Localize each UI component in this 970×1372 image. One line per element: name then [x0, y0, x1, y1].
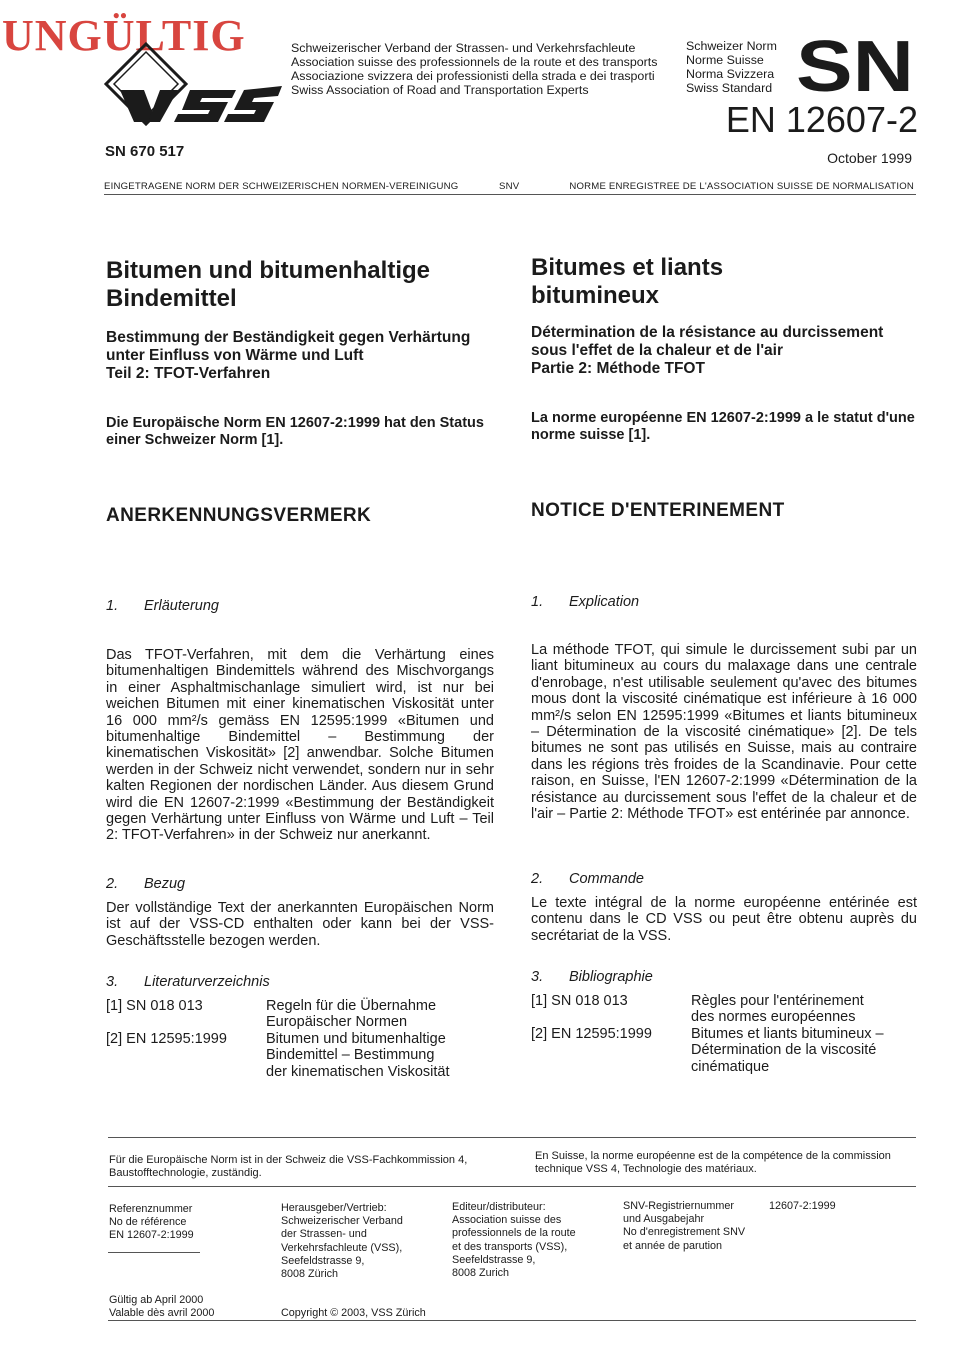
section-title: Erläuterung: [144, 598, 219, 614]
publisher-fr: [452, 1201, 576, 1280]
registration-left: EINGETRAGENE NORM DER SCHWEIZERISCHEN NORMEN-VEREINIGUNG: [104, 181, 459, 192]
notice-heading-fr: NOTICE D'ENTERINEMENT: [531, 500, 785, 521]
snv-line: et année de parution: [623, 1239, 723, 1252]
bib-desc-line: der kinematischen Viskosität: [266, 1063, 450, 1080]
subtitle-line: Détermination de la résistance au durcissement: [531, 324, 884, 341]
publisher-line: Editeur/distributeur:: [452, 1201, 546, 1213]
publisher-line: Seefeldstrasse 9,: [281, 1254, 365, 1267]
snv-registration-value: 12607-2:1999: [769, 1200, 836, 1212]
validity-line: Valable dès avril 2000: [109, 1307, 215, 1320]
bib-ref: [1] SN 018 013: [106, 998, 203, 1014]
footer-mid-rule: [108, 1186, 916, 1187]
publisher-line: et des transports (VSS),: [452, 1240, 568, 1253]
section-number: 3.: [531, 969, 544, 985]
bib-desc-line: Bindemittel – Bestimmung: [266, 1047, 435, 1064]
bib-desc-line: des normes européennes: [691, 1009, 856, 1026]
subtitle-line: sous l'effet de la chaleur et de l'air: [531, 342, 784, 359]
commission-line: technique VSS 4, Technologie des matériaux.: [535, 1163, 757, 1175]
publisher-line: professionnels de la route: [452, 1227, 576, 1240]
section-title: Bibliographie: [569, 969, 653, 985]
sn-logo: [796, 38, 916, 94]
section-number: 1.: [106, 598, 119, 614]
publisher-line: Seefeldstrasse 9,: [452, 1253, 536, 1266]
standard-name: Norme Suisse: [686, 53, 764, 67]
publisher-line: 8008 Zurich: [452, 1267, 510, 1280]
section-number: 3.: [106, 974, 119, 990]
subtitle-line: unter Einfluss von Wärme und Luft: [106, 347, 364, 364]
commission-fr: [535, 1150, 915, 1176]
subtitle-line: Teil 2: TFOT-Verfahren: [106, 365, 271, 382]
status-de: [106, 415, 494, 449]
snv-registration: [623, 1200, 745, 1253]
bib-ref: [2] EN 12595:1999: [531, 1026, 652, 1042]
section-2-text-de: Der vollständige Text der anerkannten Europäischen Norm ist auf der VSS-CD enthalten oder kann bei der VSS-Geschäftsstelle bezogen werden.: [106, 900, 494, 949]
bib-desc: [691, 993, 864, 1026]
section-number: 2.: [531, 871, 544, 887]
association-line: Swiss Association of Road and Transportation Experts: [291, 83, 589, 97]
bib-desc-line: Bitumen und bitumenhaltige: [266, 1031, 446, 1047]
standard-number: EN 12607-2: [725, 99, 918, 140]
standard-name: Norma Svizzera: [686, 67, 775, 81]
association-line: Associazione svizzera dei professionisti della strada e dei trasporti: [291, 69, 655, 83]
bib-desc: [691, 1026, 884, 1075]
sn-logo-text: SN: [796, 38, 914, 94]
section-2-heading-de: [106, 876, 494, 892]
reference-number: [109, 1203, 194, 1243]
publisher-line: Herausgeber/Vertrieb:: [281, 1202, 387, 1214]
commission-line: Für die Europäische Norm ist in der Schweiz die VSS-Fachkommission 4,: [109, 1154, 468, 1166]
title-line: bitumineux: [531, 282, 660, 309]
title-de: [106, 257, 494, 313]
bibliography-fr: [531, 993, 917, 1083]
registration-right: NORME ENREGISTREE DE L'ASSOCIATION SUISSE DE NORMALISATION: [569, 181, 914, 192]
vss-logo: [104, 40, 284, 126]
section-3-heading-de: [106, 974, 494, 990]
association-line: Association suisse des professionnels de la route et des transports: [291, 55, 658, 69]
publisher-line: 8008 Zürich: [281, 1268, 339, 1281]
section-1-heading-fr: [531, 594, 917, 610]
footer-top-rule: [108, 1137, 916, 1138]
reference-line: No de référence: [109, 1216, 187, 1229]
bib-ref: [2] EN 12595:1999: [106, 1031, 227, 1047]
publisher-line: Association suisse des: [452, 1214, 562, 1227]
section-number: 2.: [106, 876, 119, 892]
standard-type-names: [686, 39, 777, 95]
bib-ref: [1] SN 018 013: [531, 993, 628, 1009]
section-1-text-fr: La méthode TFOT, qui simule le durcissement subi par un liant bitumineux au cours du malaxage dans une centrale d'enrobage, n'est utilisable seulement qu'avec des bitumes mous dont la viscosité cinématique est inférieure à 16 000 mm²/s selon EN 12595:1999 «Bitumes et liants bitumineux – Détermination de la viscosité cinématique» [2]. De tels bitumes ne sont pas utilisés en Suisse, mais au contraire dans les régions très froides de la Scandinavie. Pour cette raison, en Suisse, l'EN 12607-2:1999 «Détermination de la résistance au durcissement sous l'effet de la chaleur et de l'air – Partie 2: Méthode TFOT» est entérinée par annonce.: [531, 642, 917, 823]
association-line: Schweizerischer Verband der Strassen- und Verkehrsfachleute: [291, 41, 636, 55]
section-title: Commande: [569, 871, 644, 887]
subtitle-line: Bestimmung der Beständigkeit gegen Verhärtung: [106, 329, 471, 346]
subtitle-fr: [531, 324, 917, 378]
section-2-heading-fr: [531, 871, 917, 887]
status-line: Die Europäische Norm EN 12607-2:1999 hat den Status: [106, 415, 484, 431]
bib-desc-line: Europäischer Normen: [266, 1014, 408, 1031]
section-3-heading-fr: [531, 969, 917, 985]
reference-line: Referenznummer: [109, 1203, 193, 1215]
publisher-de: [281, 1202, 403, 1281]
section-title: Bezug: [144, 876, 186, 892]
validity-line: Gültig ab April 2000: [109, 1294, 204, 1306]
status-fr: [531, 410, 917, 444]
validity: [109, 1294, 214, 1320]
copyright: Copyright © 2003, VSS Zürich: [281, 1307, 426, 1319]
reference-rule: [108, 1252, 200, 1253]
bib-desc-line: Regeln für die Übernahme: [266, 998, 437, 1014]
title-fr: [531, 254, 917, 310]
publisher-line: Schweizerischer Verband: [281, 1215, 403, 1228]
status-line: einer Schweizer Norm [1].: [106, 432, 284, 448]
section-1-heading-de: [106, 598, 494, 614]
section-number: 1.: [531, 594, 544, 610]
snv-line: SNV-Registriernummer: [623, 1200, 734, 1212]
bibliography-de: [106, 998, 494, 1088]
standard-name: Swiss Standard: [686, 81, 773, 95]
title-line: Bitumen und bitumenhaltige: [106, 257, 430, 284]
section-title: Literaturverzeichnis: [144, 974, 270, 990]
subtitle-de: [106, 329, 494, 383]
section-1-text-de: Das TFOT-Verfahren, mit dem die Verhärtung eines bitumenhaltigen Bindemittels während des Mischvorgangs in einer Asphaltmischanlage simuliert wird, ist nur bei weichen Bitumen mit einer kinematischen Viskosität unter 16 000 mm²/s gemäss EN 12595:1999 «Bitumen und bitumenhaltige Bindemittel – Bestimmung der kinematischen Viskosität» [2] anwendbar. Solche Bitumen werden in der Schweiz nicht verwendet, sondern nur in sehr kalten Regionen der nordischen Länder. Aus diesem Grund wird die EN 12607-2:1999 «Bestimmung der Beständigkeit gegen Verhärtung unter Einfluss von Wärme und Luft – Teil 2: TFOT-Verfahren» in der Schweiz nur anerkannt.: [106, 647, 494, 844]
bib-desc: [266, 998, 436, 1031]
bib-desc-line: Règles pour l'entérinement: [691, 993, 864, 1009]
snv-line: und Ausgabejahr: [623, 1213, 705, 1226]
standard-date: October 1999: [827, 150, 912, 166]
footer-bottom-rule: [108, 1320, 916, 1321]
title-line: Bindemittel: [106, 285, 237, 312]
status-line: La norme européenne EN 12607-2:1999 a le statut d'une: [531, 410, 915, 426]
bib-desc-line: Bitumes et liants bitumineux –: [691, 1026, 884, 1042]
standard-name: Schweizer Norm: [686, 39, 777, 53]
publisher-line: der Strassen- und: [281, 1228, 367, 1241]
vss-number: SN 670 517: [105, 143, 185, 160]
snv-line: No d'enregistrement SNV: [623, 1226, 746, 1239]
association-names: [291, 41, 657, 97]
section-title: Explication: [569, 594, 640, 610]
subtitle-line: Partie 2: Méthode TFOT: [531, 360, 705, 377]
bib-desc-line: cinématique: [691, 1058, 770, 1075]
bib-desc-line: Détermination de la viscosité: [691, 1042, 877, 1059]
reference-line: EN 12607-2:1999: [109, 1229, 194, 1242]
commission-de: [109, 1154, 519, 1180]
commission-line: Baustofftechnologie, zuständig.: [109, 1167, 262, 1179]
title-line: Bitumes et liants: [531, 254, 724, 281]
commission-line: En Suisse, la norme européenne est de la compétence de la commission: [535, 1150, 891, 1162]
publisher-line: Verkehrsfachleute (VSS),: [281, 1241, 403, 1254]
status-line: norme suisse [1].: [531, 427, 651, 443]
section-2-text-fr: Le texte intégral de la norme européenne entérinée est contenu dans le CD VSS ou peut être obtenu auprès du secrétariat de la VSS.: [531, 895, 917, 944]
registration-center: SNV: [499, 181, 520, 192]
notice-heading-de: ANERKENNUNGSVERMERK: [106, 505, 372, 526]
invalid-stamp: UNGÜLTIG: [2, 11, 246, 60]
bib-desc: [266, 1031, 450, 1080]
header-rule: [104, 194, 916, 195]
